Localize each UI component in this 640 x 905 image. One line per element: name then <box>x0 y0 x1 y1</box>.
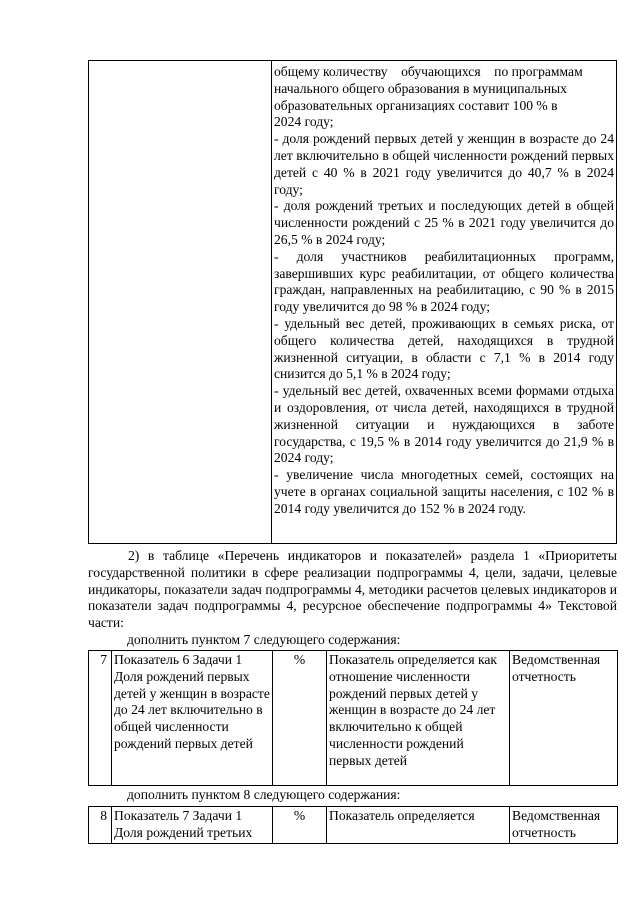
indicator-name: Показатель 6 Задачи 1 Доля рождений первых детей у женщин в возрасте до 24 лет включительно в общей численности рождений первых детей <box>112 651 273 786</box>
indicator-table-row-7 <box>88 650 618 786</box>
target-item: - доля участников реабилитационных программ, завершивших курс реабилитации, от общего количества граждан, направленных на реабилитацию, с 90 % в 2015 году увеличится до 98 % в 2024 году; <box>274 248 614 315</box>
continuation-table <box>88 60 617 544</box>
unit-cell: % <box>273 651 327 786</box>
target-item: - доля рождений первых детей у женщин в возрасте до 24 лет включительно в общей численности рождений первых детей с 40 % в 2021 году увеличится до 40,7 % в 2024 году; <box>274 131 614 197</box>
target-item: - доля рождений третьих и последующих детей в общей численности рождений с 25 % в 2021 году увеличится до 26,5 % в 2024 году; <box>274 198 614 247</box>
source-cell: Ведомственная отчетность <box>510 807 618 844</box>
empty-cell <box>89 61 272 543</box>
method-cell: Показатель определяется <box>327 807 510 844</box>
amendment-paragraph: 2) в таблице «Перечень индикаторов и показателей» раздела 1 «Приоритеты государственной политики в сфере реализации подпрограммы 4, цели, задачи, целевые индикаторы, показатели задач подпрограммы 4, методики расчетов целевых индикаторов и показатели задач подпрограммы 4, ресурсное обеспечение подпрограммы 4» Текстовой части: <box>88 548 617 631</box>
add-item-8-line: дополнить пунктом 8 следующего содержания: <box>127 787 401 802</box>
targets-cell <box>272 61 616 543</box>
target-item: - увеличение числа многодетных семей, состоящих на учете в органах социальной защиты населения, с 102 % в 2014 году увеличится до 152 % в 2024 году. <box>274 467 614 516</box>
unit-cell: % <box>273 807 327 844</box>
source-cell: Ведомственная отчетность <box>510 651 618 786</box>
intro-line: общему количеству обучающихся по программам <box>274 64 583 79</box>
intro-line: начального общего образования в муниципальных <box>274 80 567 96</box>
row-number: 7 <box>89 651 112 786</box>
target-item: - удельный вес детей, охваченных всеми формами отдыха и оздоровления, от числа детей, находящихся в трудной жизненной ситуации и нуждающихся в заботе государства, с 19,5 % в 2014 году увеличится до 21,9 % в 2024 году; <box>274 383 614 466</box>
indicator-table-row-8 <box>88 806 618 844</box>
intro-line: образовательных организациях составит 100 % в <box>274 97 558 113</box>
indicator-name: Показатель 7 Задачи 1 Доля рождений третьих <box>112 807 273 844</box>
row-number: 8 <box>89 807 112 844</box>
intro-line: 2024 году; <box>274 114 334 130</box>
table-row <box>89 807 618 844</box>
table-row <box>89 651 618 786</box>
method-cell: Показатель определяется как отношение численности рождений первых детей у женщин в возрасте до 24 лет включительно к общей численности рождений первых детей <box>327 651 510 786</box>
target-item: - удельный вес детей, проживающих в семьях риска, от общего количества детей, находящихся в трудной жизненной ситуации, в области с 7,1 % в 2014 году снизится до 5,1 % в 2024 году; <box>274 315 614 382</box>
add-item-7-line: дополнить пунктом 7 следующего содержания: <box>127 632 401 647</box>
